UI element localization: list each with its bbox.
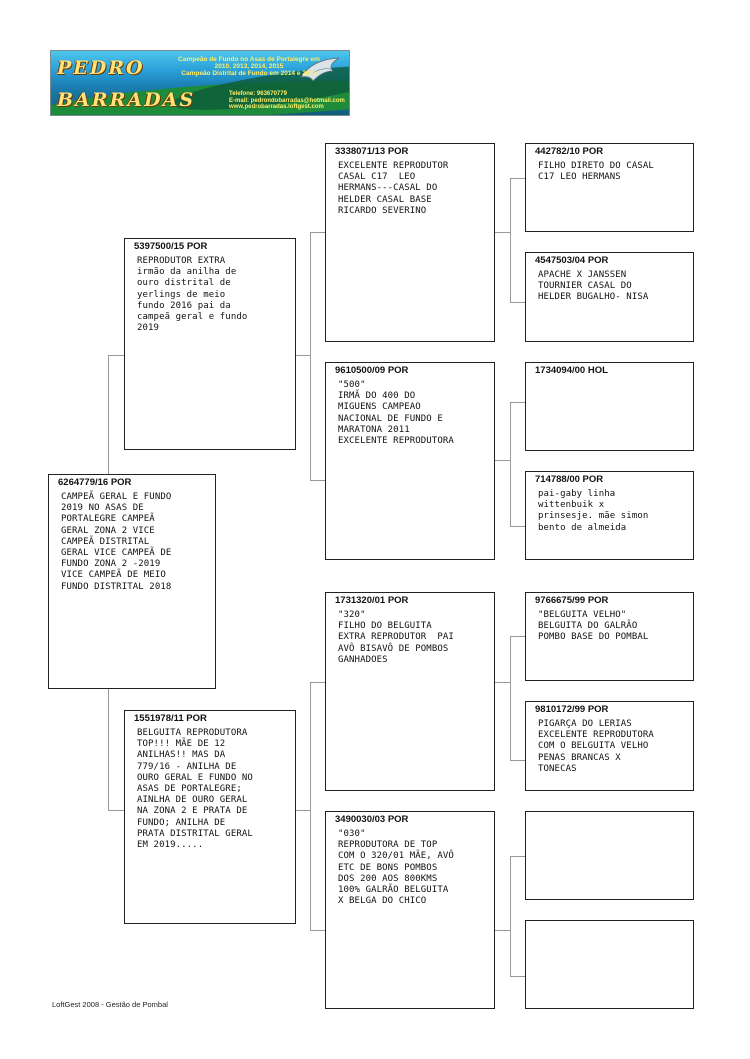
ddd-box	[525, 920, 694, 1009]
connector	[310, 480, 325, 481]
bird-description	[526, 923, 693, 927]
connector	[510, 402, 525, 403]
dds-box	[525, 811, 694, 900]
ring-number: 1551978/11 POR	[134, 713, 207, 724]
connector	[495, 232, 510, 233]
logo-pedro: PEDRO	[57, 57, 145, 79]
ring-number: 4547503/04 POR	[535, 255, 609, 266]
connector	[310, 682, 311, 930]
sds-box	[525, 362, 694, 451]
ring-number: 3338071/13 POR	[335, 146, 409, 157]
bird-description: "BELGUITA VELHO" BELGUITA DO GALRÃO POMBO BASE DO POMBAL	[538, 610, 649, 643]
bird-description: APACHE X JANSSEN TOURNIER CASAL DO HELDER BUGALHO- NISA	[538, 270, 649, 303]
connector	[510, 402, 511, 526]
connector	[510, 856, 511, 976]
banner-phone: Telefone: 963670779	[229, 91, 287, 97]
banner-tagline-2: 2010, 2013, 2014, 2015	[214, 63, 284, 70]
bird-description: FILHO DIRETO DO CASAL C17 LEO HERMANS	[538, 161, 654, 183]
connector	[510, 636, 511, 760]
sdd-box	[525, 471, 694, 560]
ring-number: 6264779/16 POR	[58, 477, 132, 488]
sire-box	[124, 238, 296, 450]
banner-contact	[229, 91, 345, 111]
subject-box	[48, 474, 216, 689]
ring-number: 442782/10 POR	[535, 146, 604, 157]
footer-text: LoftGest 2008 - Gestão de Pombal	[52, 1000, 168, 1009]
dsd-box	[525, 701, 694, 791]
bird-description: "030" REPRODUTORA DE TOP COM O 320/01 MÃE, AVÔ ETC DE BONS POMBOS DOS 200 AOS 800KMS 100% GALRÃO BELGUITA X BELGA DO CHICO	[338, 829, 454, 907]
ring-number: 5397500/15 POR	[134, 241, 208, 252]
bird-description	[526, 814, 693, 818]
bird-description: PIGARÇA DO LERIAS EXCELENTE REPRODUTORA COM O BELGUITA VELHO PENAS BRANCAS X TONECAS	[538, 719, 654, 774]
ring-number: 1731320/01 POR	[335, 595, 409, 606]
dam-sire-box	[325, 592, 495, 791]
connector	[495, 460, 510, 461]
logo-barradas: BARRADAS	[57, 89, 196, 111]
ring-number: 9766675/99 POR	[535, 595, 609, 606]
connector	[495, 682, 510, 683]
bird-description: "320" FILHO DO BELGUITA EXTRA REPRODUTOR PAI AVÔ BISAVÔ DE POMBOS GANHADOES	[338, 610, 454, 665]
connector	[510, 976, 525, 977]
banner-web: www.pedrobarradas.loftgest.com	[229, 104, 324, 111]
bird-description: "500" IRMÃ DO 400 DO MIGUENS CAMPEAO NACIONAL DE FUNDO E MARATONA 2011 EXCELENTE REPRODUTORA	[338, 380, 454, 447]
bird-description: REPRODUTOR EXTRA irmão da anilha de ouro distrital de yerlings de meio fundo 2016 pai da campeã geral e fundo 2019	[137, 256, 248, 334]
dss-box	[525, 592, 694, 681]
connector	[108, 355, 124, 356]
ring-number: 9610500/09 POR	[335, 365, 409, 376]
bird-description: CAMPEÃ GERAL E FUNDO 2019 NO ASAS DE PORTALEGRE CAMPEÃ GERAL ZONA 2 VICE CAMPEÃ DISTRITAL GERAL VICE CAMPEÃ DE FUNDO ZONA 2 -2019 VICE CAMPEÃ DE MEIO FUNDO DISTRITAL 2018	[61, 492, 172, 592]
connector	[296, 355, 310, 356]
banner-tagline-1: Campeão de Fundo no Asas de Portalegre em	[178, 56, 320, 63]
connector	[510, 760, 525, 761]
connector	[495, 930, 510, 931]
ssd-box	[525, 252, 694, 342]
dam-dam-box	[325, 811, 495, 1009]
connector	[108, 688, 109, 810]
bird-description: EXCELENTE REPRODUTOR CASAL C17 LEO HERMANS---CASAL DO HELDER CASAL BASE RICARDO SEVERINO	[338, 161, 449, 216]
sss-box	[525, 143, 694, 232]
connector	[510, 636, 525, 637]
sire-dam-box	[325, 362, 495, 560]
ring-number: 1734094/00 HOL	[535, 365, 608, 376]
connector	[510, 178, 511, 302]
connector	[296, 810, 310, 811]
header-banner	[50, 50, 350, 116]
connector	[108, 810, 124, 811]
connector	[108, 355, 109, 475]
connector	[310, 232, 325, 233]
banner-tagline-3: Campeão Distrital de Fundo em 2014 e 2015	[181, 70, 317, 77]
sire-sire-box	[325, 143, 495, 342]
banner-email: E-mail: pedrondobarradas@hotmail.com	[229, 97, 345, 104]
ring-number: 714788/00 POR	[535, 474, 604, 485]
ring-number: 9810172/99 POR	[535, 704, 609, 715]
connector	[510, 178, 525, 179]
bird-description: BELGUITA REPRODUTORA TOP!!! MÃE DE 12 ANILHAS!! MAS DA 779/16 - ANILHA DE OURO GERAL E FUNDO NO ASAS DE PORTALEGRE; AINLHA DE OURO GERAL NA ZONA 2 E PRATA DE FUNDO; ANILHA DE PRATA DISTRITAL GERAL EM 2019.....	[137, 728, 253, 851]
ring-number: 3490030/03 POR	[335, 814, 409, 825]
bird-description: pai-gaby linha wittenbuik x prinsesje. mãe simon bento de almeida	[538, 489, 649, 533]
connector	[510, 856, 525, 857]
connector	[310, 930, 325, 931]
connector	[310, 682, 325, 683]
connector	[310, 232, 311, 480]
connector	[510, 302, 525, 303]
bird-description	[526, 376, 693, 380]
dam-box	[124, 710, 296, 924]
connector	[510, 526, 525, 527]
